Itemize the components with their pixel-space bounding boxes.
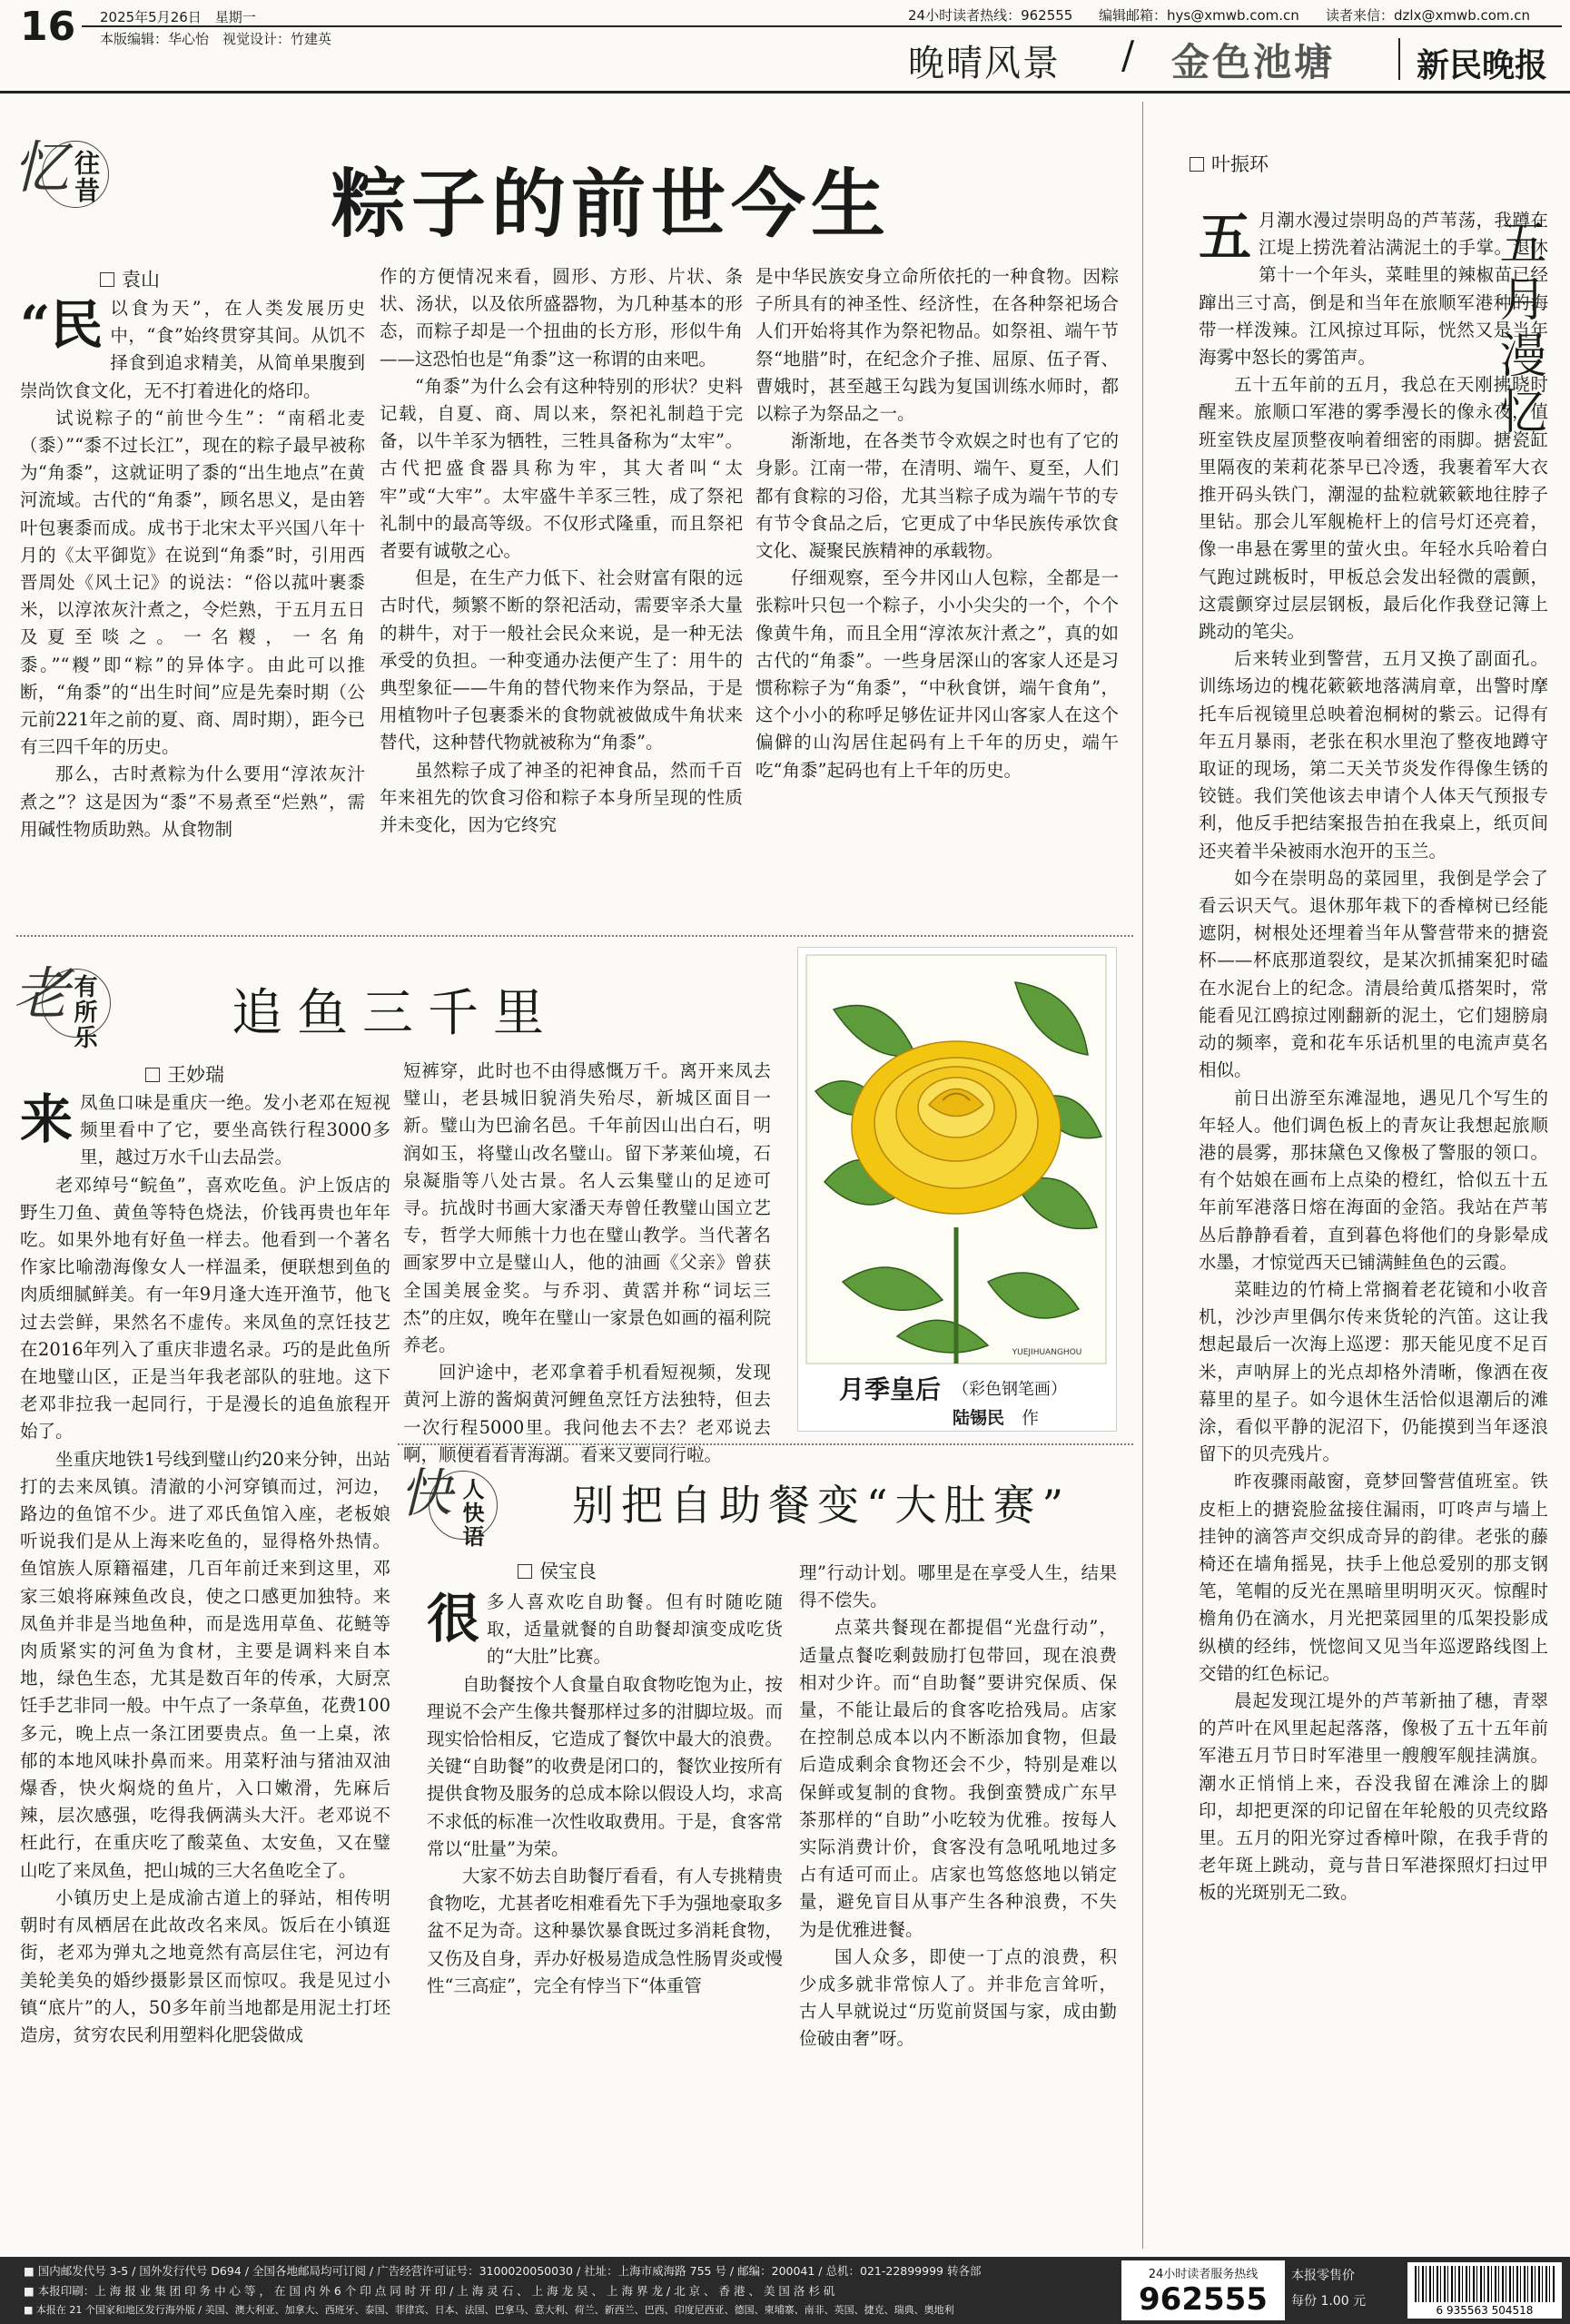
paragraph: 虽然粽子成了神圣的祀神食品，然而千百年来祖先的饮食习俗和粽子本身所呈现的性质并未变化，因为它终究 bbox=[380, 759, 743, 836]
article2-byline bbox=[145, 1060, 224, 1088]
paragraph: 昨夜骤雨敲窗，竟梦回警营值班室。铁皮柜上的搪瓷脸盆接住漏雨，叮咚声与墙上挂钟的滴答声交织成奇异的韵律。老张的藤椅还在墙角摇晃，扶手上他总爱别的那支钢笔，笔帽的反光在黑暗里明明灭灭。惊醒时檐角仍在滴水，月光把菜园里的瓜架投影成纵横的经纬，恍惚间又见当年巡逻路线图上交错的红色标记。 bbox=[1199, 1471, 1548, 1684]
price-box bbox=[1291, 2266, 1400, 2309]
paragraph: 五十五年前的五月，我总在天刚拂晓时醒来。旅顺口军港的雾季漫长的像永夜，值班室铁皮屋顶整夜响着细密的雨脚。搪瓷缸里隔夜的茉莉花茶早已冷透，我裹着军大衣推开码头铁门，潮湿的盐粒就簌簌地往脖子里钻。那会儿军舰桅杆上的信号灯还亮着，像一串悬在雾里的萤火虫。年轻水兵哈着白气跑过跳板时，甲板总会发出轻微的震颤，这震颤穿过层层钢板，最后化作我登记簿上跳动的笔尖。 bbox=[1199, 374, 1548, 643]
artwork-frame bbox=[797, 947, 1117, 1432]
artwork-title: 月季皇后 bbox=[839, 1374, 942, 1404]
page-number: 16 bbox=[20, 4, 76, 50]
article3-title: 别把自助餐变“大肚赛” bbox=[572, 1481, 1071, 1530]
reader-email: 读者来信：dzlx@xmwb.com.cn bbox=[1326, 7, 1531, 24]
article4-title: 五月漫忆 bbox=[1491, 218, 1545, 443]
paragraph: 大家不妨去自助餐厅看看，有人专挑精贵食物吃，尤甚者吃相难看先下手为强地豪取多盆不足为奇。这种暴饮暴食既过多消耗食物，又伤及自身，弄办好极易造成急性肠胃炎或慢性“三高症”，完全有悖当下“体重管 bbox=[427, 1866, 783, 1996]
article1-column-2 bbox=[380, 263, 743, 921]
paragraph: 菜畦边的竹椅上常搁着老花镜和小收音机，沙沙声里偶尔传来货轮的汽笛。这让我想起最后一次海上巡逻：那天能见度不足百米，声呐屏上的光点却格外清晰，像洒在夜幕里的星子。如今退休生活恰似退潮后的滩涂，看似平静的泥沼下，仍能摸到当年逐浪留下的贝壳残片。 bbox=[1199, 1278, 1548, 1465]
barcode-number: 6 935563 504518 bbox=[1436, 2304, 1534, 2317]
paragraph: 坐重庆地铁1号线到璧山约20来分钟，出站打的去来凤镇。清澈的小河穿镇而过，河边，路边的鱼馆不少。进了邓氏鱼馆入座，老板娘听说我们是从上海来吃鱼的，显得格外热情。鱼馆族人原籍福建，几百年前迁来到这里，邓家三娘将麻辣鱼改良，使之口感更加独特。来凤鱼并非是当地鱼种，而是选用草鱼、花鲢等肉质紧实的河鱼为食材，主要是调料来自本地，绿色生态，尤其是数百年的传承，大厨烹饪手艺非同一般。中午点了一条草鱼，花费100多元，晚上点一条江团要贵点。鱼一上桌，浓郁的本地风味扑鼻而来。用菜籽油与猪油双油爆香，快火焖烧的鱼片，入口嫩滑，先麻后辣，层次感强，吃得我俩满头大汗。老邓说不枉此行，在重庆吃了酸菜鱼、太安鱼，又在璧山吃了来凤鱼，把山城的三大名鱼吃全了。 bbox=[20, 1448, 390, 1881]
paragraph: 回沪途中，老邓拿着手机看短视频，发现黄河上游的酱焖黄河鲤鱼烹饪方法独特，但去一次行程5000里。我问他去不去？老邓说去啊，顺便看看青海湖。看来又要同行啦。 bbox=[403, 1362, 771, 1465]
byline-box bbox=[100, 272, 114, 287]
paragraph: “角黍”为什么会有这种特别的形状？史料记载，自夏、商、周以来，祭祀礼制趋于完备，以牛羊豕为牺牲，三牲具备称为“太牢”。古代把盛食器具称为牢，其大者叫“太牢”或“大牢”。太牢盛牛羊豕三牲，成了祭祀礼制中的最高等级。不仅形式隆重，而且祭祀者要有诚敬之心。 bbox=[380, 375, 743, 562]
rose-painting bbox=[806, 955, 1106, 1364]
barcode-bars bbox=[1415, 2266, 1555, 2302]
barcode bbox=[1407, 2262, 1562, 2319]
masthead-logo: 新民晚报 bbox=[1417, 46, 1548, 84]
paragraph: 点菜共餐现在都提倡“光盘行动”，适量点餐吃剩鼓励打包带回，现在浪费相对少许。而“自助餐”要讲究保质、保量，不能让最后的食客吃拾残局。店家在控制总成本以内不断添加食物，但最后造成剩余食物还会不少，特别是难以保鲜或复制的食物。我倒蛮赞成广东早茶那样的“自助”小吃较为优雅。按每人实际消费计价，食客没有急吼吼地过多占有适可而止。店家也笃悠悠地以销定量，避免盲目从事产生各种浪费，不失为是优雅进餐。 bbox=[799, 1617, 1117, 1940]
service-hotline-box bbox=[1121, 2260, 1285, 2320]
article1-byline bbox=[100, 265, 160, 292]
artwork-artist bbox=[953, 1404, 1039, 1429]
article1-badge bbox=[13, 123, 113, 227]
byline-box bbox=[145, 1068, 160, 1082]
edit-email: 编辑邮箱：hys@xmwb.com.cn bbox=[1099, 7, 1299, 24]
section-divider bbox=[398, 1443, 1133, 1445]
paragraph: 小镇历史上是成渝古道上的驿站，相传明朝时有凤栖居在此故改名来凤。饭后在小镇逛街，老邓为弹丸之地竟然有高层住宅，河边有美轮美奂的婚纱摄影景区而惊叹。我是见过小镇“底片”的人，50多年前当地都是用泥土打坯造房，贫穷农民利用塑料化肥袋做成 bbox=[20, 1886, 390, 2045]
artist-name: 陆锡民 bbox=[953, 1408, 1005, 1428]
article3-column-1 bbox=[427, 1589, 783, 2247]
paragraph: 理”行动计划。哪里是在享受人生，结果得不偿失。 bbox=[799, 1562, 1117, 1611]
masthead-divider bbox=[1398, 38, 1400, 80]
price-label: 本报零售价 bbox=[1291, 2269, 1355, 2283]
article4-byline bbox=[1190, 150, 1269, 177]
badge-char: 快 bbox=[400, 1462, 453, 1524]
article2-dropcap: 来 bbox=[20, 1088, 74, 1150]
paragraph: 自助餐按个人食量自取食物吃饱为止，按理说不会产生像共餐那样过多的泔脚垃圾。而现实恰恰相反，它造成了餐饮中最大的浪费。关键“自助餐”的收费是闭口的，餐饮业按所有提供食物及服务的总成本除以假设人均，求高不求低的标准一次性收取费用。于是，食客常常以“肚量”为荣。 bbox=[427, 1673, 783, 1859]
column-rule bbox=[1142, 102, 1143, 2249]
editors-credit: 本版编辑：华心怡 视觉设计：竹建英 bbox=[100, 31, 332, 47]
section-title-2: 金色池塘 bbox=[1171, 40, 1336, 84]
paragraph: 但是，在生产力低下、社会财富有限的远古时代，频繁不断的祭祀活动，需要宰杀大量的耕牛，对于一般社会民众来说，是一种无法承受的负担。一种变通办法便产生了：用牛的典型象征——牛角的替代物来作为祭品，于是用植物叶子包裹黍米的食物就被做成牛角状来替代，这种替代物就被称为“角黍”。 bbox=[380, 567, 743, 753]
article1-column-3 bbox=[755, 263, 1119, 921]
paragraph: 月潮水漫过崇明岛的芦苇荡，我蹲在江堤上捞洗着沾满泥土的手掌。退休第十一个年头，菜畦里的辣椒苗已经蹿出三寸高，倒是和当年在旅顺军港种的海带一样泼辣。江风掠过耳际，恍然又是当年海雾中怒长的雾笛声。 bbox=[1199, 210, 1548, 369]
paragraph: 后来转业到警营，五月又换了副面孔。训练场边的槐花簌簌地落满肩章，出警时摩托车后视镜里总映着泡桐树的紫云。记得有年五月暴雨，老张在积水里泡了整夜地蹲守取证的现场，第二天关节炎发作得像生锈的铰链。我们笑他该去申请个人体天气预报专利，他反手把结案报告拍在我桌上，纸页间还夹着半朵被雨水泡开的玉兰。 bbox=[1199, 648, 1548, 862]
article1-title: 粽子的前世今生 bbox=[331, 161, 892, 248]
footer-line-3: ■ 本报在 21 个国家和地区发行海外版 / 美国、澳大利亚、加拿大、西班牙、泰国、菲律宾、日本、法国、巴拿马、意大利、荷兰、新西兰、巴西、印度尼西亚、德国、柬埔寨、南非、英国、捷克、瑞典、奥地利 bbox=[24, 2304, 954, 2316]
article1-column-1 bbox=[20, 295, 365, 921]
paragraph: 短裤穿，此时也不由得感慨万千。离开来凤去璧山，老县城旧貌消失殆尽，新城区面目一新。璧山为巴渝名邑。千年前因山出白石，明润如玉，将璧山改名璧山。留下茅莱仙境，石泉凝脂等八处古景。名人云集璧山的足迹可寻。抗战时书画大家潘天寿曾任教璧山国立艺专，哲学大师熊十力也在璧山教学。当代著名画家罗中立是璧山人，他的油画《父亲》曾获全国美展金奖。与乔羽、黄霑并称“词坛三杰”的庄奴，晚年在璧山一家景色如画的福利院养老。 bbox=[403, 1060, 771, 1356]
paragraph: 渐渐地，在各类节令欢娱之时也有了它的身影。江南一带，在清明、端午、夏至，人们都有食粽的习俗，尤其当粽子成为端午节的专有节令食品之后，它更成了中华民族传承饮食文化、凝聚民族精神的承载物。 bbox=[755, 430, 1119, 562]
badge-label: 人快语 bbox=[459, 1478, 485, 1549]
footer-line-1: ■ 国内邮发代号 3-5 / 国外发行代号 D694 / 全国各地邮局均可订阅 / 广告经营许可证号：3100020050030 / 社址：上海市威海路 755 号 / 邮编：200041 / 总机：021-22899999 转各部 bbox=[24, 2264, 982, 2278]
article3-byline bbox=[518, 1557, 597, 1584]
badge-label: 有所乐 bbox=[70, 974, 97, 1050]
header-bottom-rule bbox=[0, 91, 1570, 94]
artwork-medium: （彩色钢笔画） bbox=[953, 1380, 1067, 1399]
badge-char: 老 bbox=[13, 960, 70, 1027]
article3-author: 侯宝良 bbox=[539, 1561, 597, 1582]
header-rule bbox=[82, 25, 1562, 27]
section-title-1: 晚晴风景 bbox=[908, 43, 1061, 84]
article1-dropcap: “民 bbox=[20, 294, 104, 356]
article1-author: 袁山 bbox=[122, 269, 160, 290]
paragraph: 老邓绰号“鲩鱼”，喜欢吃鱼。沪上饭店的野生刀鱼、黄鱼等特色烧法，价钱再贵也年年吃。如果外地有好鱼一样去。他看到一个著名作家比喻渤海像女人一样温柔，便联想到鱼的肉质细腻鲜美。有一年9月逢大连开渔节，他飞过去尝鲜，果然名不虚传。来凤鱼的烹饪技艺在2016年列入了重庆非遗名录。巧的是此鱼所在地璧山区，正是当年我老部队的驻地。这下老邓非拉我一起同行，于是漫长的追鱼旅程开始了。 bbox=[20, 1174, 390, 1443]
article4-column bbox=[1199, 207, 1548, 2250]
badge-char: 忆 bbox=[13, 134, 70, 201]
paragraph: 如今在崇明岛的菜园里，我倒是学会了看云识天气。退休那年栽下的香樟树已经能遮阴，树根处还埋着当年从警营带来的搪瓷杯——杯底那道裂纹，是某次抓捕案犯时磕在水泥台上的纪念。清晨给黄瓜搭架时，常能看见江鸥掠过刚翻新的泥土，它们翅膀扇动的频率，竟和花车乐话机里的电流声莫名相似。 bbox=[1199, 867, 1548, 1081]
paragraph: 作的方便情况来看，圆形、方形、片状、条状、汤状，以及依所盛器物，为几种基本的形态，而粽子却是一个扭曲的长方形，形似牛角——这恐怕也是“角黍”这一称谓的由来吧。 bbox=[380, 266, 743, 369]
paragraph: 国人众多，即使一丁点的浪费，积少成多就非常惊人了。并非危言耸听，古人早就说过“历览前贤国与家，成由勤俭破由奢”呀。 bbox=[799, 1945, 1117, 2050]
byline-box bbox=[1190, 157, 1204, 172]
badge-label: 往昔 bbox=[71, 150, 101, 204]
byline-box bbox=[518, 1564, 532, 1579]
article4-author: 叶振环 bbox=[1211, 153, 1269, 175]
paragraph: 多人喜欢吃自助餐。但有时随吃随取，适量就餐的自助餐却演变成吃货的“大肚”比赛。 bbox=[487, 1591, 783, 1668]
section-slash: / bbox=[1121, 33, 1135, 77]
article2-column-2 bbox=[403, 1058, 771, 1465]
article2-badge bbox=[13, 949, 113, 1058]
painting-signature: YUEJIHUANGHOU bbox=[1012, 1348, 1082, 1357]
paragraph: 晨起发现江堤外的芦苇新抽了穗，青翠的芦叶在风里起起落落，像极了五十五年前军港五月节日时军港里一艘艘军舰挂满旗。潮水正悄悄上来，吞没我留在滩涂上的脚印，却把更深的印记留在年轮般的贝壳纹路里。五月的阳光穿过香樟叶隙，在我手背的老年斑上跳动，竟与昔日军港探照灯扫过甲板的光斑别无二致。 bbox=[1199, 1689, 1548, 1904]
article2-column-1 bbox=[20, 1089, 390, 2247]
article3-dropcap: 很 bbox=[427, 1588, 480, 1649]
rose-bloom bbox=[852, 1041, 1061, 1214]
paragraph: 前日出游至东滩湿地，遇见几个写生的年轻人。他们调色板上的青灰让我想起旅顺港的晨雾，那抹黛色又像极了警服的领口。有个姑娘在画布上点染的橙红，恰似五十五年前军港落日熔在海面的金箔。我站在芦苇丛后静静看着，直到暮色将他们的身影晕成水墨，才惊觉西天已铺满鲑鱼色的云霞。 bbox=[1199, 1087, 1548, 1273]
article4-dropcap: 五 bbox=[1199, 206, 1252, 268]
service-number: 962555 bbox=[1139, 2281, 1268, 2318]
issue-date: 2025年5月26日 星期一 bbox=[100, 9, 256, 25]
artist-suffix: 作 bbox=[1022, 1408, 1040, 1428]
paragraph: 那么，古时煮粽为什么要用“淳浓灰汁煮之”？这是因为“黍”不易煮至“烂熟”，需用碱性物质助熟。从食物制 bbox=[20, 763, 365, 840]
paragraph: 以食为天”，在人类发展历史中，“食”始终贯穿其间。从饥不择食到追求精美，从简单果腹到崇尚饮食文化，无不打着进化的烙印。 bbox=[20, 298, 365, 401]
section-divider bbox=[16, 935, 1133, 937]
paragraph: 是中华民族安身立命所依托的一种食物。因粽子所具有的神圣性、经济性，在各种祭祀场合人们开始将其作为祭祀物品。如祭祖、端午节祭“地腊”时，在纪念介子推、屈原、伍子胥、曹娥时，甚至越王勾践为复国训练水师时，都以粽子为祭品之一。 bbox=[755, 266, 1119, 425]
service-label: 24小时读者服务热线 bbox=[1148, 2268, 1259, 2281]
price-value: 每份 1.00 元 bbox=[1291, 2294, 1367, 2309]
paragraph: 凤鱼口味是重庆一绝。发小老邓在短视频里看中了它，要坐高铁行程3000多里，越过万水千山去品尝。 bbox=[80, 1092, 390, 1168]
article2-author: 王妙瑞 bbox=[167, 1064, 224, 1086]
article3-column-2 bbox=[799, 1560, 1117, 2250]
paragraph: 试说粽子的“前世今生”：“南稻北麦（黍）”“黍不过长江”，现在的粽子最早被称为“角黍”，这就证明了黍的“出生地点”在黄河流域。古代的“角黍”，顾名思义，是由箬叶包裹黍而成。成书于北宋太平兴国八年十月的《太平御览》在说到“角黍”时，引用西晋周处《风土记》的说法：“俗以菰叶裹黍米，以淳浓灰汁煮之，令烂熟，于五月五日及夏至啖之。一名糉，一名角黍。”“糉”即“粽”的异体字。由此可以推断，“角黍”的“出生时间”应是先秦时期（公元前221年之前的夏、商、周时期），距今已有三四千年的历史。 bbox=[20, 407, 365, 758]
article3-badge bbox=[400, 1451, 499, 1560]
article2-title: 追鱼三千里 bbox=[232, 984, 558, 1043]
footer-line-2: ■ 本报印刷：上 海 报 业 集 团 印 务 中 心 等 ， 在 国 内 外 6 个 印 点 同 时 开 印 / 上 海 灵 石 、 上 海 龙 吴 、 上 海 界 龙 / 北 京 、 香 港 、 美 国 洛 杉 矶 bbox=[24, 2284, 835, 2298]
footer-bar bbox=[0, 2257, 1570, 2324]
paragraph: 仔细观察，至今井冈山人包粽，全都是一张粽叶只包一个粽子，小小尖尖的一个，个个像黄牛角，而且全用“淳浓灰汁煮之”，真的如古代的“角黍”。一些身居深山的客家人还是习惯称粽子为“角黍”，“中秋食饼，端午食角”，这个小小的称呼足够佐证井冈山客家人在这个偏僻的山沟居住起码有上千年的历史，端午吃“角黍”起码也有上千年的历史。 bbox=[755, 567, 1119, 781]
reader-hotline: 24小时读者热线：962555 bbox=[908, 7, 1073, 24]
